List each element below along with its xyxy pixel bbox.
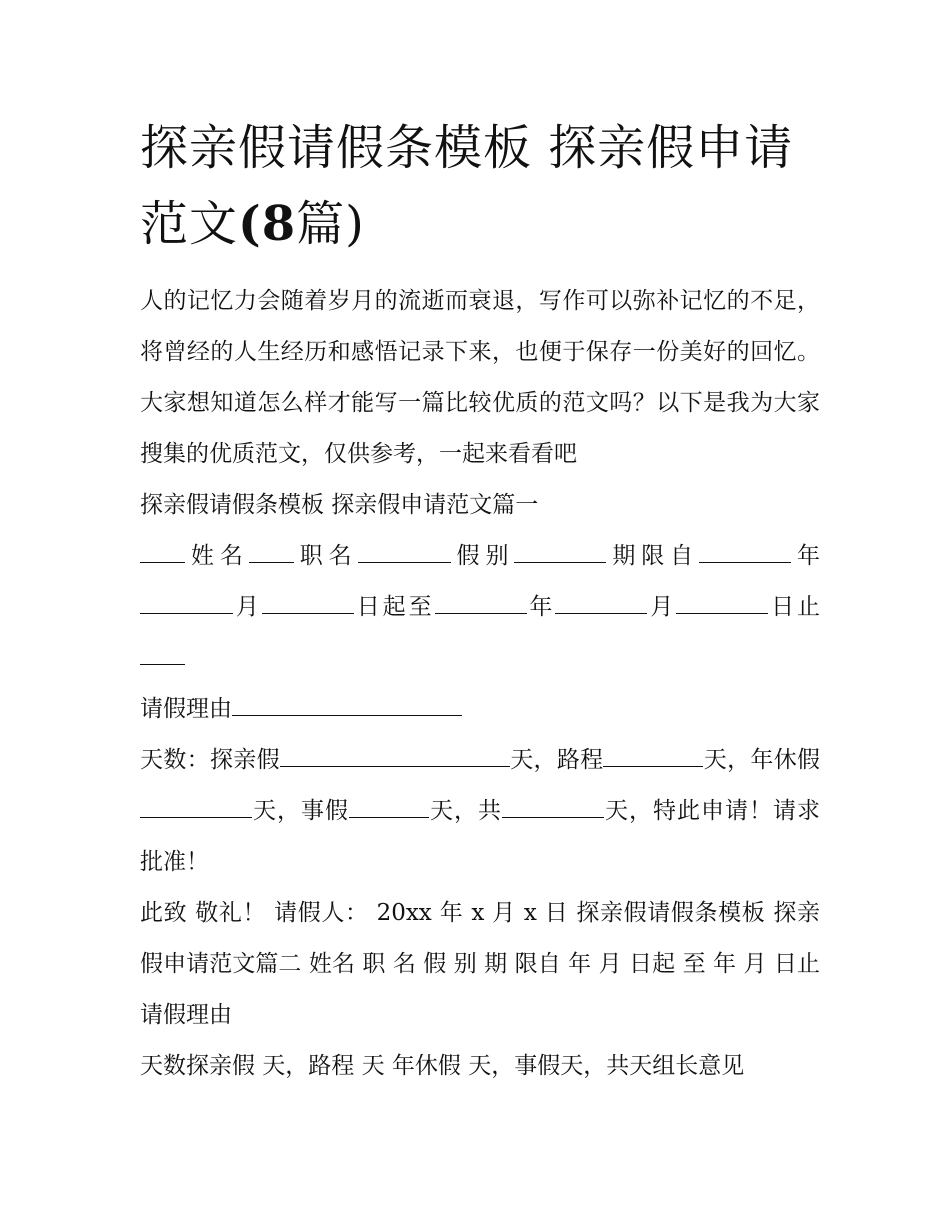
form-day-unit: 天: [604, 798, 629, 824]
form-day-end-label: 日止: [768, 594, 821, 620]
form-month-label: 月: [647, 594, 677, 620]
blank-line: [349, 797, 429, 818]
title-line-2-bold: (8: [238, 196, 297, 252]
title-line-2-suffix: 篇): [296, 196, 365, 252]
form-day-start-label: 日起至: [353, 594, 435, 620]
section-1-heading: 探亲假请假条模板 探亲假申请范文篇一: [140, 492, 539, 518]
form-name-label: 姓名: [185, 543, 249, 569]
form-year-label: 年: [791, 543, 821, 569]
blank-line: [262, 593, 354, 614]
form-day-unit: 天: [252, 798, 277, 824]
document-page: [140, 110, 820, 1092]
form-total-label: ，共: [454, 798, 502, 824]
leave-days-line: [140, 735, 820, 888]
form-month-label: 月: [233, 594, 262, 620]
blank-line: [514, 542, 606, 563]
blank-line: [555, 593, 647, 614]
blank-line: [502, 797, 604, 818]
blank-line: [140, 593, 233, 614]
blank-line: [358, 542, 451, 563]
form-period-from-label: 期限自: [606, 543, 700, 569]
leave-form-period: [140, 531, 820, 684]
blank-line: [140, 644, 185, 665]
form-personal-leave-label: ，事假: [277, 798, 349, 824]
last-paragraph: 天数探亲假 天，路程 天 年休假 天，事假天，共天组长意见: [140, 1053, 745, 1079]
blank-line: [249, 542, 294, 563]
blank-line: [140, 542, 185, 563]
form-days-label: 天数：探亲假: [140, 747, 280, 773]
blank-line: [232, 695, 462, 716]
title-line-1: 探亲假请假条模板 探亲假申请: [140, 120, 794, 176]
form-year-label: 年: [526, 594, 556, 620]
blank-line: [603, 746, 703, 767]
title-line-2-prefix: 范文: [140, 196, 239, 252]
document-title: [140, 110, 820, 262]
intro-paragraph: 人的记忆力会随着岁月的流逝而衰退，写作可以弥补记忆的不足，将曾经的人生经历和感悟记录下来，也便于保存一份美好的回忆。大家想知道怎么样才能写一篇比较优质的范文吗？以下是我为大家搜集的优质范文，仅供参考，一起来看看吧: [140, 288, 820, 467]
form-rank-label: 职名: [293, 543, 358, 569]
leave-reason-line: [140, 684, 820, 735]
form-closing-text: ，特此申请！请求批准！: [140, 798, 820, 875]
form-leave-type-label: 假别: [450, 543, 515, 569]
blank-line: [676, 593, 768, 614]
blank-line: [140, 797, 252, 818]
form-travel-label: ，路程: [533, 747, 604, 773]
form-annual-leave-label: ，年休假: [727, 747, 820, 773]
blank-line: [280, 746, 510, 767]
blank-line: [699, 542, 791, 563]
form-day-unit: 天: [703, 747, 728, 773]
form-reason-label: 请假理由: [140, 696, 232, 722]
form-day-unit: 天: [509, 747, 534, 773]
form-day-unit: 天: [429, 798, 454, 824]
blank-line: [435, 593, 527, 614]
closing-paragraph: 此致 敬礼！ 请假人： 20xx 年 x 月 x 日 探亲假请假条模板 探亲假申请范文篇二 姓名 职 名 假 别 期 限自 年 月 日起 至 年 月 日止请假理由: [140, 900, 820, 1028]
